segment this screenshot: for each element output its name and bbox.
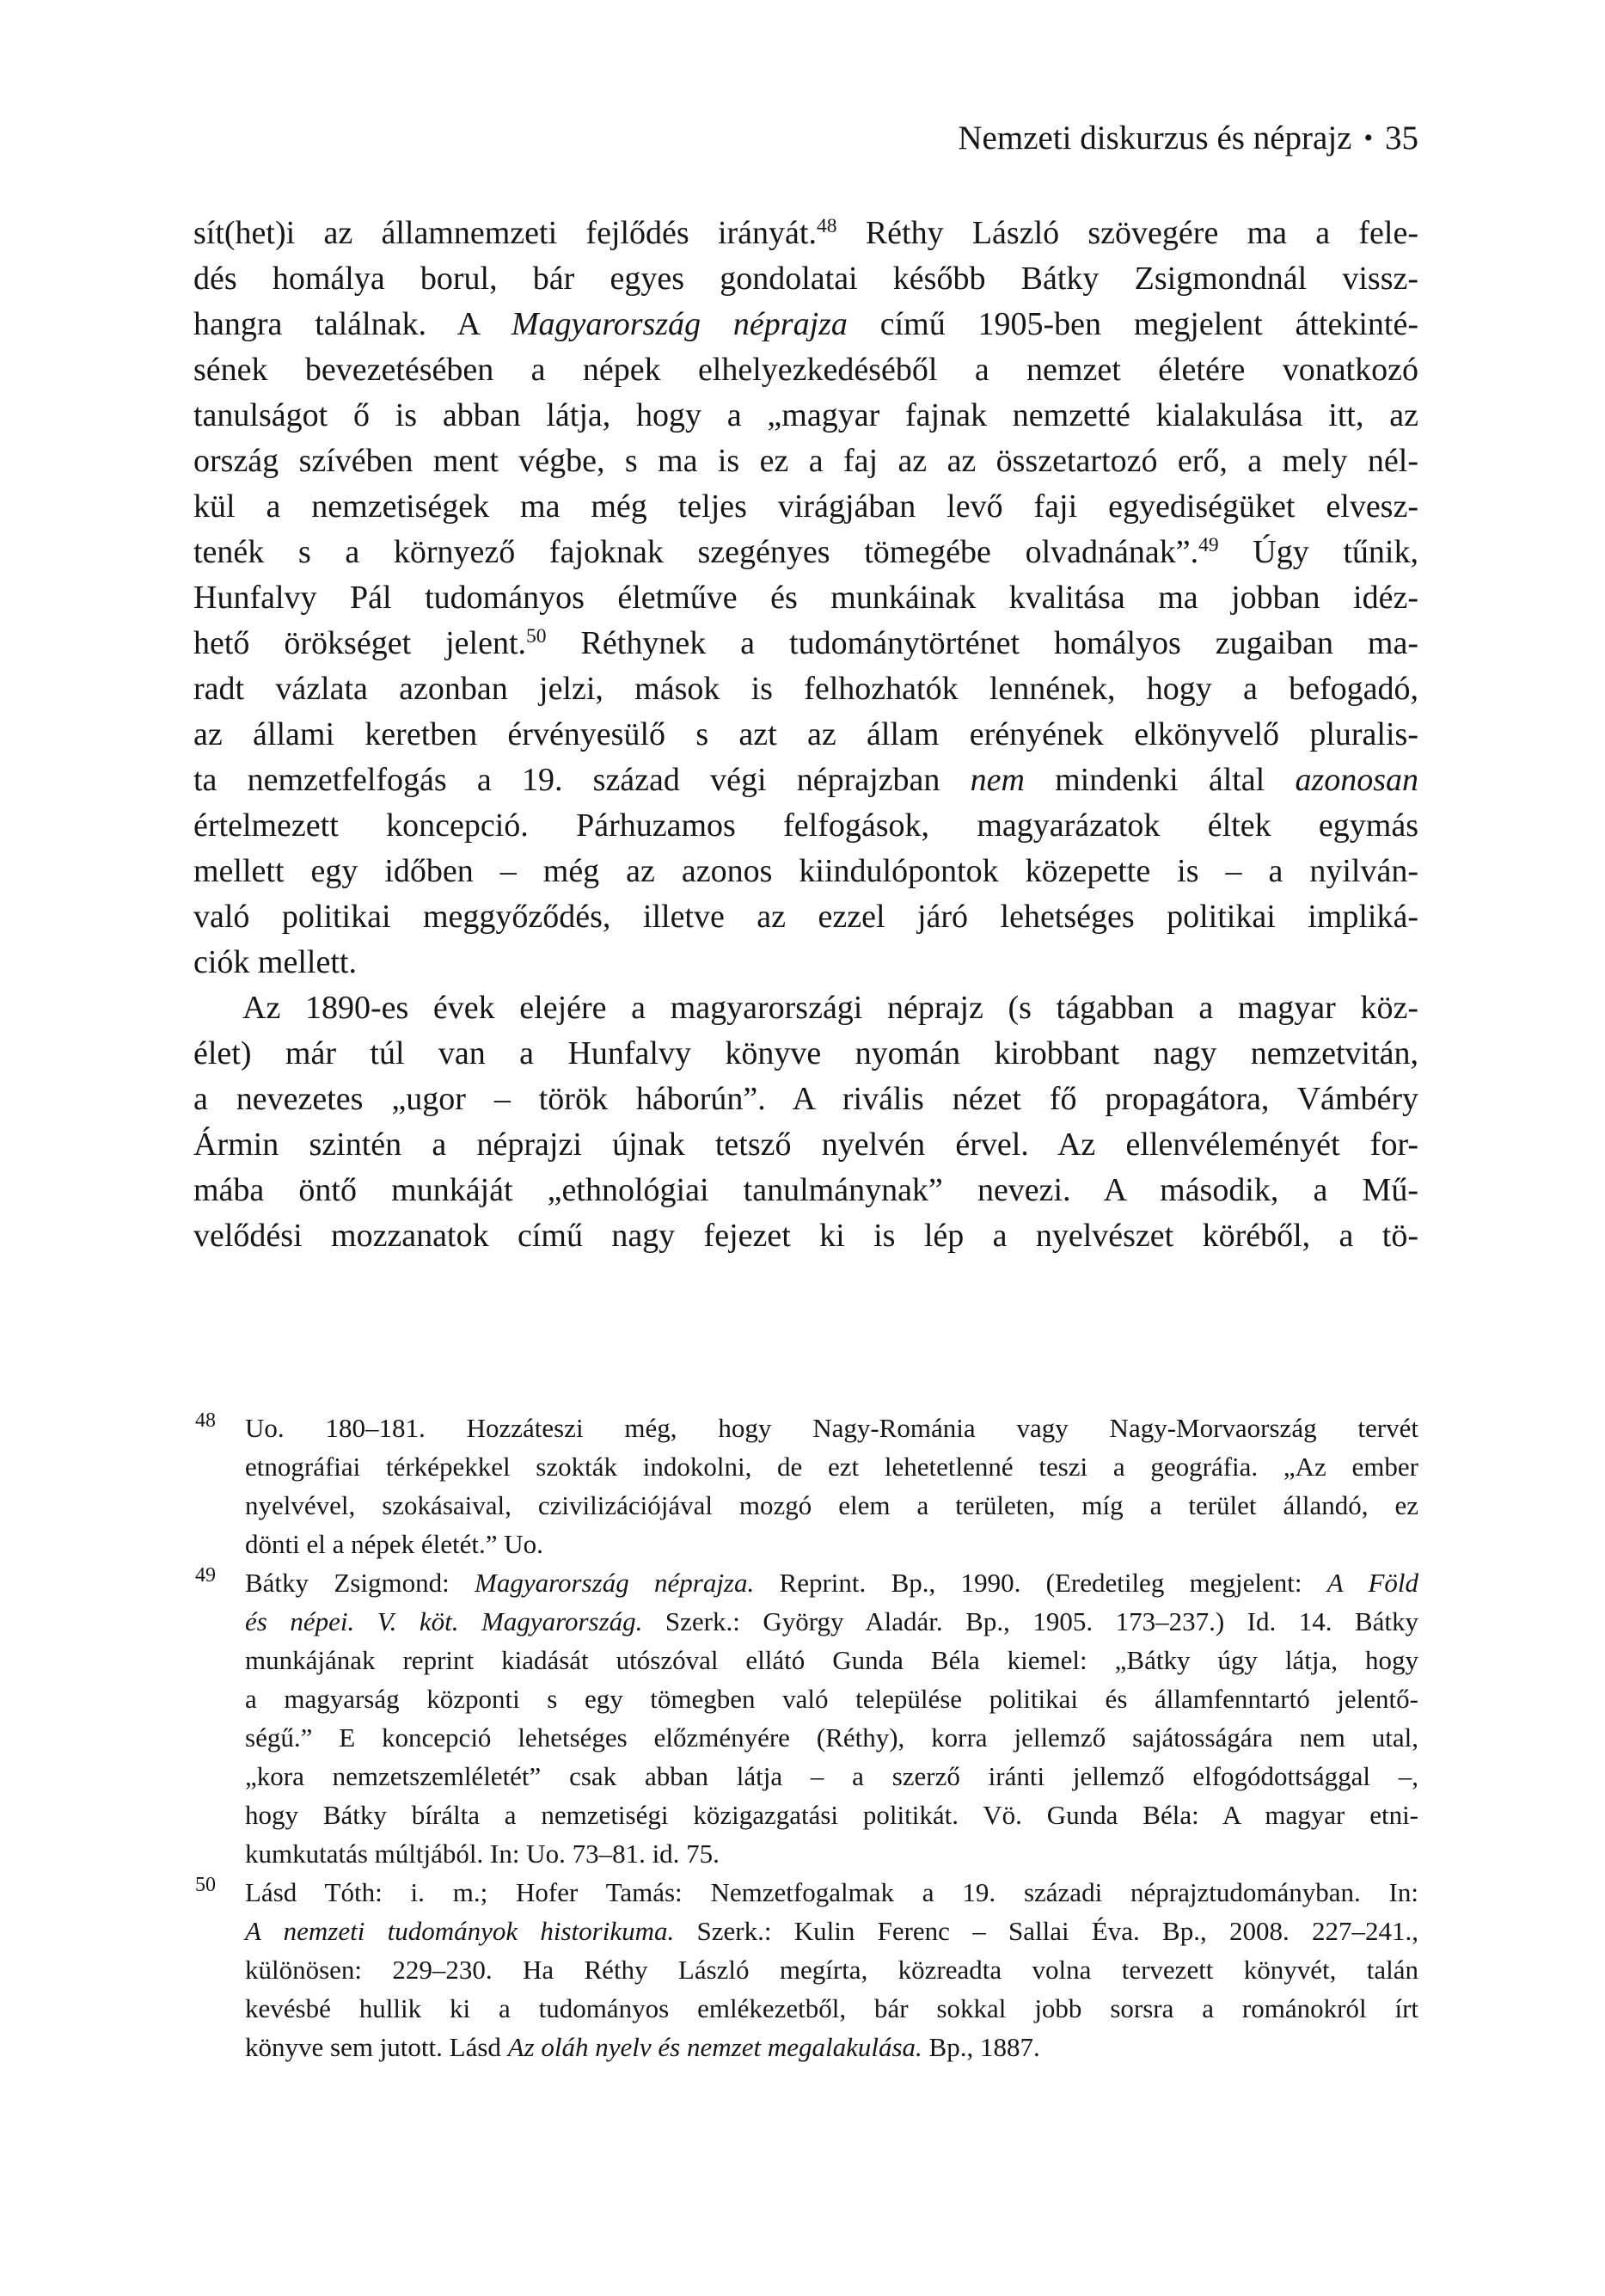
text-line: kül a nemzetiségek ma még teljes virágjában levő faji egyediségüket elvesz- xyxy=(193,488,1418,525)
text-line: hető örökséget jelent.$^{50}$ Réthynek a tudománytörténet homályos zugaiban ma- xyxy=(193,625,1419,661)
text-line: kevésbé hullik ki a tudományos emlékezetből, bár sokkal jobb sorsra a románokról írt xyxy=(245,1993,1418,2023)
text-line: Ármin szintén a néprajzi újnak tetsző nyelvén érvel. Az ellenvéleményét for- xyxy=(193,1127,1418,1163)
footnote-49 xyxy=(193,1563,1418,1873)
text-line: hangra találnak. A Magyarország néprajza című 1905-ben megjelent áttekinté- xyxy=(193,306,1418,342)
footnote-48 xyxy=(193,1409,1418,1563)
text-line: A nemzeti tudományok historikuma. Szerk.: Kulin Ferenc – Sallai Éva. Bp., 2008. 227–241., xyxy=(245,1916,1418,1946)
text-line: „kora nemzetszemléletét” csak abban látja – a szerző iránti jellemző elfogódottsággal –, xyxy=(245,1761,1418,1791)
text-line: tenék s a környező fajoknak szegényes tömegébe olvadnának”.$^{49}$ Úgy tűnik, xyxy=(193,534,1418,570)
running-header xyxy=(193,120,1418,159)
text-line: sének bevezetésében a népek elhelyezkedéséből a nemzet életére vonatkozó xyxy=(193,352,1418,388)
text-line: Bátky Zsigmond: Magyarország néprajza. Reprint. Bp., 1990. (Eredetileg megjelent: A Föld xyxy=(245,1568,1418,1598)
text-line: könyve sem jutott. Lásd Az oláh nyelv és nemzet megalakulása. Bp., 1887. xyxy=(245,2032,1040,2062)
footnote-number: 49 xyxy=(195,1564,216,1587)
text-line: különösen: 229–230. Ha Réthy László megírta, közreadta volna tervezett könyvét, talán xyxy=(245,1955,1418,1985)
footnotes-section xyxy=(193,1409,1418,2066)
text-line: etnográfiai térképekkel szokták indokolni, de ezt lehetetlenné teszi a geográfia. „Az ember xyxy=(245,1452,1418,1482)
text-line: sít(het)i az államnemzeti fejlődés irányát.$^{48}$ Réthy László szövegére ma a fele- xyxy=(193,215,1418,251)
text-line: élet) már túl van a Hunfalvy könyve nyomán kirobbant nagy nemzetvitán, xyxy=(193,1035,1418,1071)
text-line: velődési mozzanatok című nagy fejezet ki is lép a nyelvészet köréből, a tö- xyxy=(193,1218,1418,1254)
text-line: ta nemzetfelfogás a 19. század végi néprajzban nem mindenki által azonosan xyxy=(193,762,1419,798)
text-line: az állami keretben érvényesülő s azt az állam erényének elkönyvelő pluralis- xyxy=(193,716,1418,752)
footnote-number: 50 xyxy=(195,1874,216,1896)
text-line: tanulságot ő is abban látja, hogy a „magyar fajnak nemzetté kialakulása itt, az xyxy=(193,397,1418,433)
paragraph xyxy=(193,211,1418,985)
footnote-number: 48 xyxy=(195,1409,216,1432)
text-line: dés homálya borul, bár egyes gondolatai később Bátky Zsigmondnál vissz- xyxy=(193,261,1418,297)
text-line: mellett egy időben – még az azonos kiindulópontok közepette is – a nyilván- xyxy=(193,853,1418,889)
text-line: kumkutatás múltjából. In: Uo. 73–81. id. 75. xyxy=(245,1839,720,1869)
header-separator-dot: • xyxy=(1363,124,1373,152)
text-line: és népei. V. köt. Magyarország. Szerk.: György Aladár. Bp., 1905. 173–237.) Id. 14. Bátky xyxy=(245,1606,1418,1636)
text-line: radt vázlata azonban jelzi, mások is felhozhatók lennének, hogy a befogadó, xyxy=(193,671,1418,707)
page-number: 35 xyxy=(1385,120,1418,157)
header-title: Nemzeti diskurzus és néprajz xyxy=(958,120,1352,157)
text-line: hogy Bátky bírálta a nemzetiségi közigazgatási politikát. Vö. Gunda Béla: A magyar etni- xyxy=(245,1800,1418,1830)
footnote-reference: 49 xyxy=(1198,534,1219,557)
footnote-50 xyxy=(193,1873,1418,2066)
text-line: mába öntő munkáját „ethnológiai tanulmánynak” nevezi. A második, a Mű- xyxy=(193,1172,1418,1208)
text-line: ország szívében ment végbe, s ma is ez a faj az az összetartozó erő, a mely nél- xyxy=(193,443,1418,479)
text-line: Lásd Tóth: i. m.; Hofer Tamás: Nemzetfogalmak a 19. századi néprajztudományban. In: xyxy=(245,1877,1418,1907)
text-line: ségű.” E koncepció lehetséges előzményére (Réthy), korra jellemző sajátosságára nem utal, xyxy=(245,1722,1418,1753)
text-line: való politikai meggyőződés, illetve az ezzel járó lehetséges politikai impliká- xyxy=(193,899,1418,935)
text-line: munkájának reprint kiadását utószóval ellátó Gunda Béla kiemel: „Bátky úgy látja, hogy xyxy=(245,1645,1418,1675)
paragraph xyxy=(193,985,1418,1259)
text-line: Az 1890-es évek elejére a magyarországi néprajz (s tágabban a magyar köz- xyxy=(242,990,1418,1026)
footnote-reference: 50 xyxy=(526,625,547,648)
text-line: értelmezett koncepció. Párhuzamos felfogások, magyarázatok éltek egymás xyxy=(193,807,1418,844)
text-line: nyelvével, szokásaival, czivilizációjával mozgó elem a területen, míg a terület állandó, ez xyxy=(245,1490,1418,1520)
text-line: dönti el a népek életét.” Uo. xyxy=(245,1529,543,1559)
text-line: a magyarság központi s egy tömegben való települése politikai és államfenntartó jelentő- xyxy=(245,1684,1418,1714)
text-line: Uo. 180–181. Hozzáteszi még, hogy Nagy-Románia vagy Nagy-Morvaország tervét xyxy=(245,1413,1418,1443)
text-line: a nevezetes „ugor – török háborún”. A rivális nézet fő propagátora, Vámbéry xyxy=(193,1081,1418,1117)
text-line: Hunfalvy Pál tudományos életműve és munkáinak kvalitása ma jobban idéz- xyxy=(193,580,1418,616)
text-line: ciók mellett. xyxy=(193,944,357,980)
footnote-reference: 48 xyxy=(816,215,837,238)
main-text xyxy=(193,211,1418,1259)
